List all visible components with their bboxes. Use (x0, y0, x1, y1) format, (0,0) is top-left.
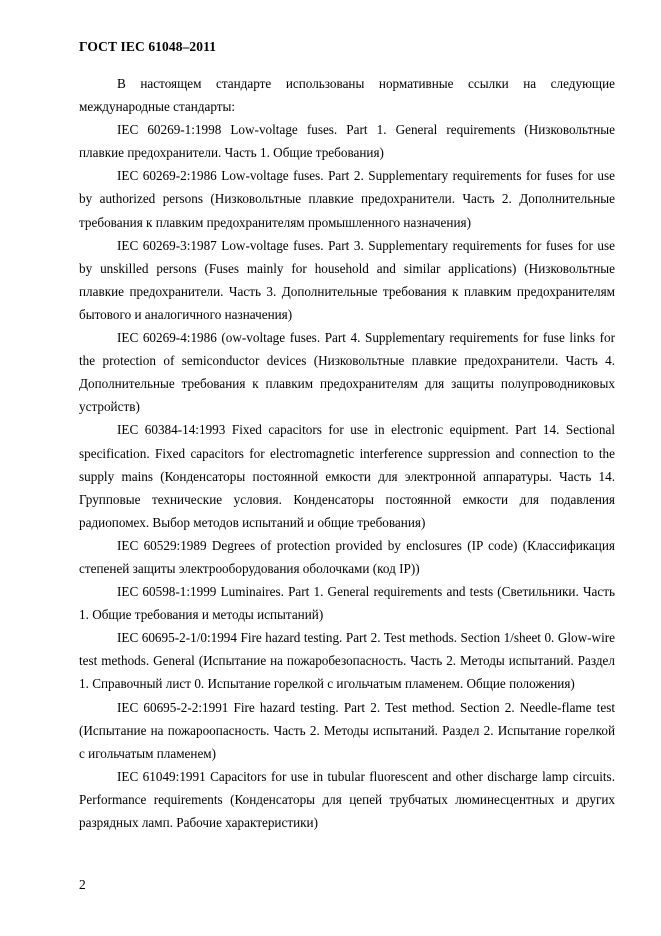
reference-iec-60269-2: IEC 60269-2:1986 Low-voltage fuses. Part 2. Supplementary requirements for fuses for use by authorized persons (Низковольтные плавкие предохранители. Часть 2. Дополнительные требования к плавким предохранителям промышленного назначения) (79, 168, 615, 230)
reference-iec-60269-3: IEC 60269-3:1987 Low-voltage fuses. Part 3. Supplementary requirements for fuses for use by unskilled persons (Fuses mainly for household and similar applications) (Низковольтные плавкие предохранители. Часть 3. Дополнительные требования к плавким предохранителям бытового и аналогичного назначения) (79, 237, 615, 322)
intro-paragraph: В настоящем стандарте использованы нормативные ссылки на следующие международные стандарты: (79, 76, 615, 115)
reference-iec-60529: IEC 60529:1989 Degrees of protection provided by enclosures (IP code) (Классификация степеней защиты электрооборудования оболочками (код IP)) (79, 537, 615, 576)
reference-iec-60598-1: IEC 60598-1:1999 Luminaires. Part 1. General requirements and tests (Светильники. Часть 1. Общие требования и методы испытаний) (79, 584, 615, 623)
document-standard-title: ГОСТ IEC 61048–2011 (79, 39, 217, 54)
page-number: 2 (79, 877, 86, 892)
reference-iec-60269-4: IEC 60269-4:1986 (ow-voltage fuses. Part 4. Supplementary requirements for fuse links for the protection of semiconductor devices (Низковольтные плавкие предохранители. Часть 4. Дополнительные требования к плавким предохранителям для защиты полупроводниковых устройств) (79, 330, 615, 415)
reference-iec-61049: IEC 61049:1991 Capacitors for use in tubular fluorescent and other discharge lamp circuits. Performance requirements (Конденсаторы для цепей трубчатых люминесцентных и других разрядных ламп. Рабочие характеристики) (79, 768, 615, 830)
reference-iec-60269-1: IEC 60269-1:1998 Low-voltage fuses. Part 1. General requirements (Низковольтные плавкие предохранители. Часть 1. Общие требования) (79, 122, 615, 161)
reference-iec-60384-14: IEC 60384-14:1993 Fixed capacitors for use in electronic equipment. Part 14. Sectional specification. Fixed capacitors for electromagnetic interference suppression and connection to the supply mains (Конденсаторы постоянной емкости для электронной аппаратуры. Часть 14. Групповые технические условия. Конденсаторы постоянной емкости для подавления радиопомех. Выбор методов испытаний и общие требования) (79, 422, 615, 530)
reference-iec-60695-2-2: IEC 60695-2-2:1991 Fire hazard testing. Part 2. Test method. Section 2. Needle-flame test (Испытание на пожароопасность. Часть 2. Методы испытаний. Раздел 2. Испытание горелкой с игольчатым пламенем) (79, 699, 615, 761)
reference-iec-60695-2-1-0: IEC 60695-2-1/0:1994 Fire hazard testing. Part 2. Test methods. Section 1/sheet 0. Glow-wire test methods. General (Испытание на пожаробезопасность. Часть 2. Методы испытаний. Раздел 1. Справочный лист 0. Испытание горелкой с игольчатым пламенем. Общие положения) (79, 630, 615, 692)
normative-references-text (79, 72, 615, 834)
